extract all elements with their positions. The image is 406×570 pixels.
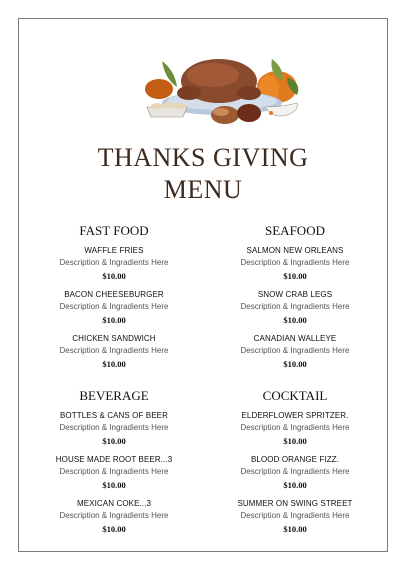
item-description: Description & Ingradients Here [59, 467, 169, 476]
menu-item [210, 289, 380, 333]
item-description: Description & Ingradients Here [59, 346, 169, 355]
item-name: ELDERFLOWER SPRITZER. [241, 411, 349, 420]
item-name: SNOW CRAB LEGS [257, 290, 333, 299]
menu-item [29, 333, 199, 377]
menu-page [18, 18, 388, 552]
menu-item [210, 245, 380, 289]
section-cocktail [210, 388, 380, 542]
menu-title-line1: THANKS GIVING [97, 143, 309, 172]
section-seafood [210, 223, 380, 377]
item-description: Description & Ingradients Here [240, 467, 350, 476]
item-description: Description & Ingradients Here [59, 423, 169, 432]
item-price: $10.00 [283, 524, 307, 534]
section-heading: SEAFOOD [265, 223, 325, 238]
item-price: $10.00 [102, 524, 126, 534]
item-name: HOUSE MADE ROOT BEER...3 [55, 455, 173, 464]
menu-item [210, 498, 380, 542]
item-name: BACON CHEESEBURGER [64, 290, 164, 299]
item-description: Description & Ingradients Here [59, 511, 169, 520]
item-price: $10.00 [102, 436, 126, 446]
section-heading: BEVERAGE [79, 388, 149, 403]
item-name: CANADIAN WALLEYE [253, 334, 337, 343]
item-name: MEXICAN COKE...3 [76, 499, 152, 508]
menu-item [210, 454, 380, 498]
item-price: $10.00 [283, 359, 307, 369]
item-price: $10.00 [102, 315, 126, 325]
item-price: $10.00 [283, 315, 307, 325]
item-description: Description & Ingradients Here [240, 346, 350, 355]
section-heading: FAST FOOD [79, 223, 149, 238]
menu-title-line2: MENU [163, 175, 243, 204]
item-description: Description & Ingradients Here [59, 258, 169, 267]
item-name: WAFFLE FRIES [84, 246, 144, 255]
section-beverage [29, 388, 199, 542]
item-name: BOTTLES & CANS OF BEER [59, 411, 168, 420]
roast-turkey-illustration [137, 49, 307, 129]
item-price: $10.00 [102, 359, 126, 369]
item-name: CHICKEN SANDWICH [72, 334, 156, 343]
item-price: $10.00 [102, 271, 126, 281]
item-price: $10.00 [102, 480, 126, 490]
menu-item [210, 333, 380, 377]
section-fast-food [29, 223, 199, 377]
menu-item [29, 410, 199, 454]
menu-item [29, 289, 199, 333]
item-name: SUMMER ON SWING STREET [237, 499, 353, 508]
menu-item [29, 454, 199, 498]
item-description: Description & Ingradients Here [240, 302, 350, 311]
item-name: SALMON NEW ORLEANS [246, 246, 344, 255]
item-description: Description & Ingradients Here [240, 511, 350, 520]
item-description: Description & Ingradients Here [240, 423, 350, 432]
item-price: $10.00 [283, 436, 307, 446]
menu-item [29, 245, 199, 289]
item-description: Description & Ingradients Here [240, 258, 350, 267]
item-price: $10.00 [283, 480, 307, 490]
item-price: $10.00 [283, 271, 307, 281]
item-description: Description & Ingradients Here [59, 302, 169, 311]
menu-item [29, 498, 199, 542]
menu-item [210, 410, 380, 454]
section-heading: COCKTAIL [262, 388, 328, 403]
item-name: BLOOD ORANGE FIZZ. [250, 455, 340, 464]
